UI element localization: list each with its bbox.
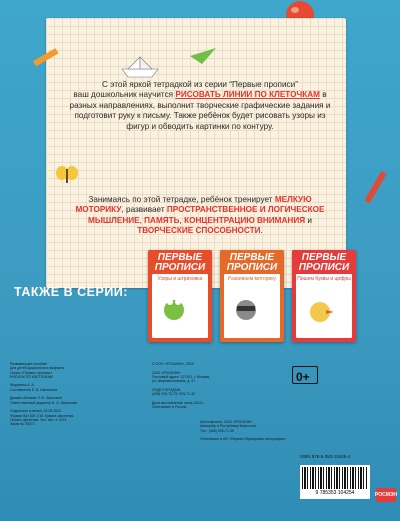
- series-book-3-title: ПЕРВЫЕ ПРОПИСИ: [292, 250, 356, 272]
- series-book-1-title: ПЕРВЫЕ ПРОПИСИ: [148, 250, 212, 272]
- butterfly-icon: [55, 165, 79, 187]
- skills-highlight-3: ПАМЯТЬ: [144, 215, 180, 225]
- intro-line-2b: в разных направлениях, выполнит творческие графические задания и подготовит руку к письму. Также ребёнок будет рисовать узоры из фигур и обводить картинки по контуру.: [69, 90, 331, 131]
- series-book-3: [292, 250, 356, 342]
- pencil-icon-right: [360, 168, 390, 208]
- imprint-col-3: Изготовитель: ООО «РОСМЭН» Импортёр в Республику Казахстан Тел.: (495) 933-71-30 Отпечатано в АО «Первая Образцовая типография»: [200, 420, 286, 442]
- paper-plane-icon: [190, 48, 216, 64]
- intro-paragraph: [66, 80, 334, 132]
- intro-highlight: РИСОВАТЬ ЛИНИИ ПО КЛЕТОЧКАМ: [175, 90, 320, 100]
- skills-part-1: Занимаясь по этой тетрадке, ребёнок тренирует: [88, 195, 275, 204]
- skills-paragraph: [66, 195, 334, 237]
- intro-line-1: С этой яркой тетрадкой из серии “Первые прописи”: [102, 80, 298, 89]
- barcode: [300, 465, 370, 499]
- boat-icon: [120, 55, 160, 79]
- series-book-2: [220, 250, 284, 342]
- skills-highlight-4: КОНЦЕНТРАЦИЮ ВНИМАНИЯ: [184, 215, 306, 225]
- pencil-icon: [30, 45, 60, 75]
- barcode-number: 9 785353 104254: [315, 490, 355, 496]
- bird-illustration: [296, 282, 352, 332]
- skills-part-4: ,: [179, 215, 185, 225]
- skills-part-2: , развивает: [121, 205, 167, 215]
- series-label: ТАКЖЕ В СЕРИИ:: [14, 285, 128, 299]
- barcode-bars: [302, 467, 368, 489]
- series-book-2-inner: [224, 274, 280, 338]
- skills-part-6: .: [260, 226, 263, 236]
- isbn-text: ISBN 978-5-353-10425-4: [300, 454, 351, 459]
- raccoon-illustration: [224, 282, 280, 332]
- imprint-col-1: Развивающее пособие Для детей дошкольного возраста Серия «Первые прописи» РИСУЕМ ПО КЛЕТОЧКАМ Журухина А. А. Составитель Е. В. Шепелева Дизайн обложки Л. В. Черновой Ответственный редактор Н. И. Шаталова Подписано в печать 15.05.2023. Формат 84×108 1/16. Бумага офсетная. Печать офсетная. Усл. печ. л. 5,04. Заказ № 03072.: [10, 362, 78, 427]
- publisher-logo: РОСМЭН: [376, 488, 396, 502]
- skills-highlight-2: ПРОСТРАНСТВЕННОЕ И ЛОГИЧЕСКОЕ МЫШЛЕНИЕ: [88, 205, 325, 225]
- series-book-1: [148, 250, 212, 342]
- skills-part-3: ,: [139, 215, 145, 225]
- intro-line-2a: ваш дошкольник научится: [73, 90, 176, 100]
- series-book-3-subtitle: Пишем буквы и цифры: [297, 276, 351, 282]
- series-book-3-inner: [296, 274, 352, 338]
- imprint-col-2: © ООО «РОСМЭН», 2023 ООО «РОСМЭН» Почтовый адрес: 127521, г. Москва, ул. Шереметьевская, д. 47 ОТДЕЛ ПРОДАЖ: (495) 933-70-73; 933-71-30 Дата изготовления: июнь 2023 г. Отпечатано в России: [152, 362, 210, 409]
- skills-highlight-1: МЕЛКУЮ МОТОРИКУ: [75, 195, 312, 215]
- series-book-1-subtitle: Узоры и штриховка: [157, 276, 203, 282]
- series-book-2-title: ПЕРВЫЕ ПРОПИСИ: [220, 250, 284, 272]
- series-book-2-subtitle: Развиваем моторику: [227, 276, 277, 282]
- frog-illustration: [152, 282, 208, 332]
- skills-highlight-5: ТВОРЧЕСКИЕ СПОСОБНОСТИ: [137, 226, 261, 236]
- series-book-1-inner: [152, 274, 208, 338]
- age-rating: 0+: [296, 370, 310, 384]
- skills-part-5: и: [305, 215, 312, 225]
